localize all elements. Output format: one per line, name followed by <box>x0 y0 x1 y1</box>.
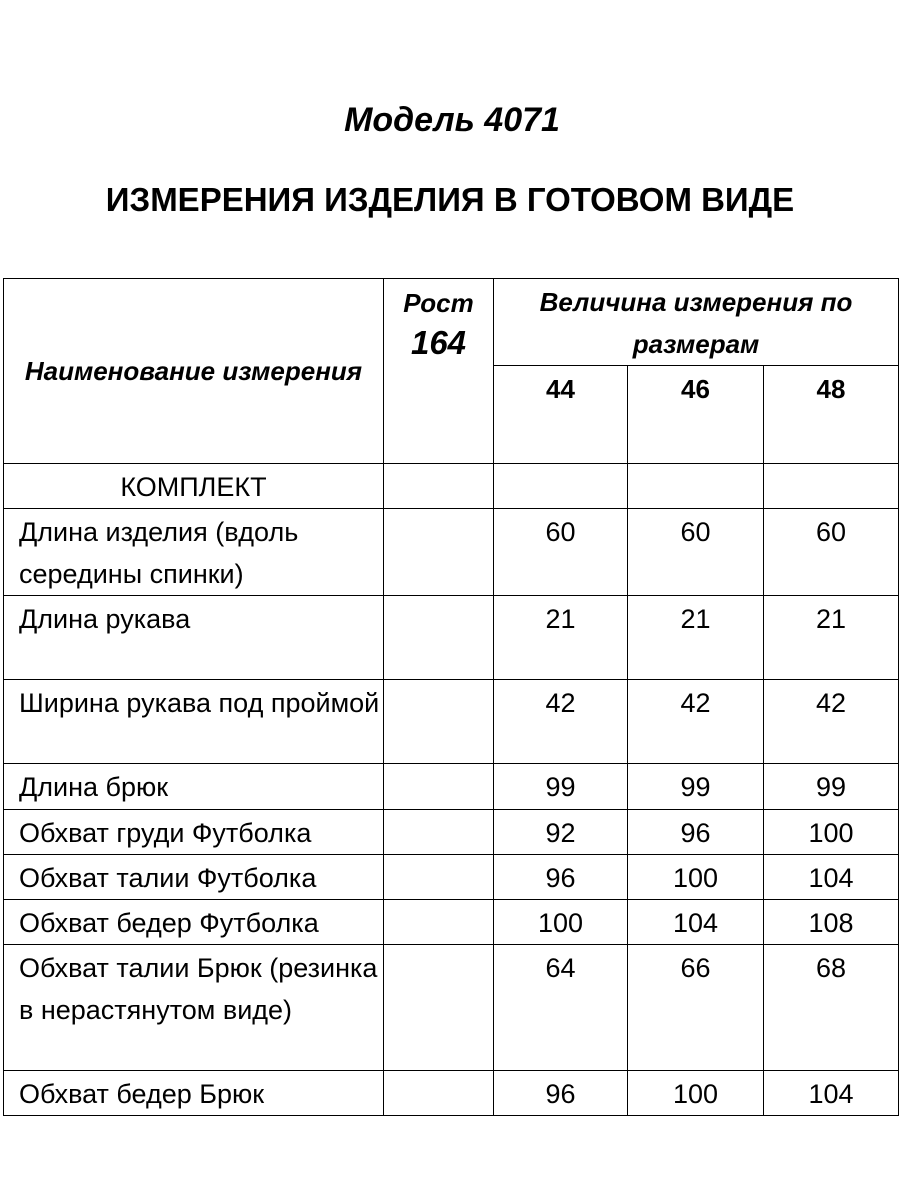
document-title: ИЗМЕРЕНИЯ ИЗДЕЛИЯ В ГОТОВОМ ВИДЕ <box>105 181 795 218</box>
value-44: 96 <box>494 855 628 900</box>
height-cell <box>384 1071 494 1116</box>
table-row <box>4 764 899 810</box>
value-48: 100 <box>764 810 899 855</box>
header-height-value: 164 <box>410 324 467 361</box>
value-48: 104 <box>764 855 899 900</box>
value-44: 21 <box>494 596 628 680</box>
value-46: 42 <box>628 680 764 764</box>
value-48: 42 <box>764 680 899 764</box>
value-46: 100 <box>628 1071 764 1116</box>
table-row <box>4 680 899 764</box>
value-48: 68 <box>764 945 899 1071</box>
value-44: 64 <box>494 945 628 1071</box>
height-cell <box>384 900 494 945</box>
height-cell <box>384 764 494 810</box>
empty-cell <box>764 464 899 509</box>
row-name: Длина изделия (вдоль середины спинки) <box>4 509 384 596</box>
height-cell <box>384 680 494 764</box>
table-row <box>4 855 899 900</box>
row-name: Обхват талии Футболка <box>4 855 384 900</box>
value-44: 42 <box>494 680 628 764</box>
empty-cell <box>494 464 628 509</box>
value-44: 60 <box>494 509 628 596</box>
value-46: 66 <box>628 945 764 1071</box>
section-label: КОМПЛЕКТ <box>4 464 384 509</box>
height-cell <box>384 855 494 900</box>
header-size-group: Величина измерения по размерам <box>494 279 899 366</box>
row-name: Обхват бедер Брюк <box>4 1071 384 1116</box>
row-name: Обхват талии Брюк (резинка в нерастянутом виде) <box>4 945 384 1071</box>
table-row <box>4 1071 899 1116</box>
measurements-table <box>3 278 899 1116</box>
table-row <box>4 900 899 945</box>
value-44: 92 <box>494 810 628 855</box>
table-row <box>4 509 899 596</box>
height-cell <box>384 810 494 855</box>
header-size-46: 46 <box>628 366 764 464</box>
row-name: Длина брюк <box>4 764 384 810</box>
empty-cell <box>628 464 764 509</box>
value-48: 108 <box>764 900 899 945</box>
value-44: 96 <box>494 1071 628 1116</box>
value-46: 99 <box>628 764 764 810</box>
value-48: 60 <box>764 509 899 596</box>
value-46: 96 <box>628 810 764 855</box>
value-48: 21 <box>764 596 899 680</box>
empty-cell <box>384 464 494 509</box>
row-name: Обхват бедер Футболка <box>4 900 384 945</box>
height-cell <box>384 509 494 596</box>
value-46: 60 <box>628 509 764 596</box>
value-46: 21 <box>628 596 764 680</box>
value-48: 104 <box>764 1071 899 1116</box>
header-measurement-name: Наименование измерения <box>4 279 384 464</box>
value-48: 99 <box>764 764 899 810</box>
header-size-44: 44 <box>494 366 628 464</box>
header-size-48: 48 <box>764 366 899 464</box>
height-cell <box>384 945 494 1071</box>
header-height-label: Рост <box>403 288 474 318</box>
model-title: Модель 4071 <box>344 101 560 139</box>
value-46: 100 <box>628 855 764 900</box>
header-height <box>384 279 494 464</box>
value-44: 100 <box>494 900 628 945</box>
table-row <box>4 810 899 855</box>
row-name: Ширина рукава под проймой <box>4 680 384 764</box>
value-46: 104 <box>628 900 764 945</box>
table-row <box>4 945 899 1071</box>
row-name: Длина рукава <box>4 596 384 680</box>
height-cell <box>384 596 494 680</box>
table-row <box>4 596 899 680</box>
value-44: 99 <box>494 764 628 810</box>
row-name: Обхват груди Футболка <box>4 810 384 855</box>
